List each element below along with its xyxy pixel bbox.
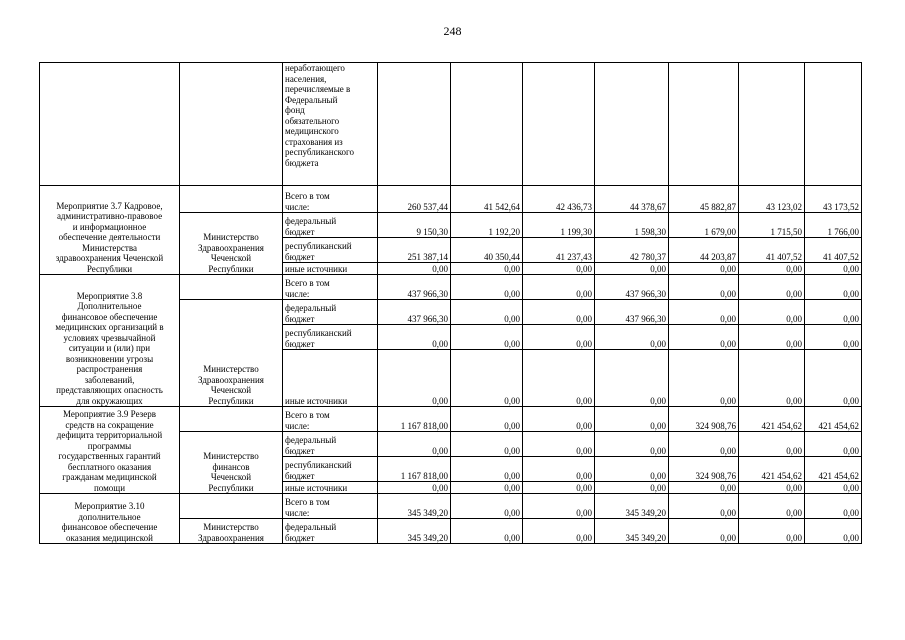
amount-cell: 0,00 <box>451 457 523 482</box>
funding-source-line: бюджет <box>285 313 315 324</box>
amount-cell: 437 966,30 <box>378 300 451 325</box>
executor-line: финансов <box>212 461 250 472</box>
event-name-line: для окружающих <box>76 395 143 406</box>
funding-source-cell <box>283 186 378 213</box>
amount-cell: 41 407,52 <box>805 238 862 263</box>
event-name-line: дефицита территориальной <box>56 430 163 440</box>
amount-cell: 421 454,62 <box>805 457 862 482</box>
amount-cell: 0,00 <box>523 494 595 519</box>
amount-cell: 0,00 <box>739 494 805 519</box>
amount-cell: 260 537,44 <box>378 186 451 213</box>
funding-source-line: Всего в том <box>285 410 330 420</box>
event-name-line: Республики <box>86 263 133 274</box>
event-name-line: и информационное <box>72 221 147 232</box>
empty-cell <box>180 63 283 186</box>
table-row <box>40 63 862 186</box>
funding-source-line: числе: <box>285 201 310 212</box>
empty-cell <box>180 275 283 300</box>
event-name-line: представляющих опасность <box>56 385 163 395</box>
amount-cell: 251 387,14 <box>378 238 451 263</box>
funding-source-line: республиканского <box>285 147 354 157</box>
amount-cell: 0,00 <box>451 482 523 494</box>
event-name-line: государственных гарантий <box>58 451 161 461</box>
funding-source-cell <box>283 407 378 432</box>
funding-source-cell <box>283 275 378 300</box>
amount-cell: 0,00 <box>523 325 595 350</box>
amount-cell: 345 349,20 <box>378 519 451 544</box>
event-name-line: здравоохранения Чеченской <box>55 253 164 263</box>
amount-cell: 0,00 <box>523 407 595 432</box>
funding-source-line: республиканский <box>285 241 352 251</box>
amount-cell: 0,00 <box>805 325 862 350</box>
amount-cell: 0,00 <box>669 494 739 519</box>
amount-cell: 0,00 <box>805 482 862 494</box>
event-name-line: медицинских организаций в <box>55 322 164 332</box>
amount-cell: 0,00 <box>451 325 523 350</box>
empty-cell <box>378 63 451 186</box>
table-row <box>40 186 862 213</box>
funding-source-line: обязательного <box>285 115 340 126</box>
executor-line: Министерство <box>203 364 259 374</box>
amount-cell: 0,00 <box>669 325 739 350</box>
amount-cell: 42 436,73 <box>523 186 595 213</box>
amount-cell: 0,00 <box>378 325 451 350</box>
event-name-line: оказания медицинской <box>66 532 153 543</box>
amount-cell: 0,00 <box>669 350 739 407</box>
amount-cell: 345 349,20 <box>595 519 669 544</box>
amount-cell: 437 966,30 <box>595 300 669 325</box>
amount-cell: 0,00 <box>739 300 805 325</box>
amount-cell: 0,00 <box>805 432 862 457</box>
budget-table <box>39 62 862 544</box>
funding-source-cell <box>283 238 378 263</box>
amount-cell: 0,00 <box>523 350 595 407</box>
amount-cell: 0,00 <box>378 432 451 457</box>
funding-source-cell <box>283 325 378 350</box>
table-row <box>40 407 862 432</box>
event-name-line: Дополнительное <box>77 301 142 311</box>
amount-cell: 0,00 <box>739 275 805 300</box>
event-name-line: бесплатного оказания <box>67 461 152 472</box>
table-row <box>40 494 862 519</box>
funding-source-line: бюджет <box>285 470 315 481</box>
amount-cell: 0,00 <box>595 457 669 482</box>
budget-table-body <box>40 63 862 544</box>
funding-source-line: числе: <box>285 288 310 299</box>
amount-cell: 421 454,62 <box>739 457 805 482</box>
executor-line: Министерство <box>203 451 259 461</box>
executor-line: Чеченской <box>210 472 252 482</box>
amount-cell: 1 167 818,00 <box>378 457 451 482</box>
funding-source-line: федеральный <box>285 522 337 532</box>
amount-cell: 0,00 <box>805 263 862 275</box>
event-name-line: средств на сокращение <box>65 419 154 430</box>
event-name-line: распространения <box>76 364 143 374</box>
amount-cell: 0,00 <box>451 494 523 519</box>
empty-cell <box>739 63 805 186</box>
funding-source-line: медицинского <box>285 126 339 136</box>
funding-source-line: населения, <box>285 73 327 84</box>
event-name-line: финансовое обеспечение <box>61 522 158 532</box>
funding-source-line: федеральный <box>285 216 337 226</box>
event-name-line: дополнительное <box>78 511 141 522</box>
amount-cell: 0,00 <box>669 263 739 275</box>
funding-source-line: бюджет <box>285 226 315 237</box>
amount-cell: 0,00 <box>523 432 595 457</box>
page-number: 248 <box>443 24 462 38</box>
funding-source-line: республиканский <box>285 328 352 338</box>
amount-cell: 41 237,43 <box>523 238 595 263</box>
amount-cell: 1 679,00 <box>669 213 739 238</box>
funding-source-line: федеральный <box>285 303 337 313</box>
funding-source-line: республиканский <box>285 460 352 470</box>
executor-cell <box>180 300 283 407</box>
funding-source-cell <box>283 494 378 519</box>
amount-cell: 0,00 <box>523 519 595 544</box>
amount-cell: 0,00 <box>451 275 523 300</box>
amount-cell: 0,00 <box>805 300 862 325</box>
amount-cell: 40 350,44 <box>451 238 523 263</box>
funding-source-cell <box>283 263 378 275</box>
executor-line: Министерство <box>203 232 259 242</box>
event-name-line: Мероприятие 3.10 <box>74 501 145 511</box>
amount-cell: 0,00 <box>523 263 595 275</box>
event-name-line: условиях чрезвычайной <box>63 332 156 343</box>
funding-source-line: страхования из <box>285 136 343 147</box>
executor-line: Министерство <box>203 522 259 532</box>
funding-source-line: бюджет <box>285 338 315 349</box>
amount-cell: 0,00 <box>595 325 669 350</box>
amount-cell: 0,00 <box>523 300 595 325</box>
amount-cell: 0,00 <box>451 407 523 432</box>
amount-cell: 0,00 <box>523 457 595 482</box>
amount-cell: 0,00 <box>669 519 739 544</box>
funding-source-cell <box>283 350 378 407</box>
funding-source-cell <box>283 482 378 494</box>
event-name-line: гражданам медицинской <box>62 472 157 482</box>
event-name-line: ситуации и (или) при <box>68 343 151 353</box>
executor-line: Здравоохранения <box>198 374 264 385</box>
funding-source-line: Всего в том <box>285 497 330 507</box>
empty-cell <box>180 186 283 213</box>
event-name-cell <box>40 494 180 544</box>
empty-cell <box>523 63 595 186</box>
event-name-line: Мероприятие 3.7 Кадровое, <box>56 200 163 211</box>
funding-source-line: иные источники <box>285 263 348 274</box>
amount-cell: 0,00 <box>378 482 451 494</box>
amount-cell: 43 173,52 <box>805 186 862 213</box>
funding-source-line: фонд <box>285 105 305 115</box>
amount-cell: 0,00 <box>739 519 805 544</box>
amount-cell: 0,00 <box>739 325 805 350</box>
executor-line: Здравоохранения <box>198 242 264 253</box>
executor-line: Чеченской <box>210 385 252 395</box>
amount-cell: 0,00 <box>451 519 523 544</box>
amount-cell: 0,00 <box>451 263 523 275</box>
executor-line: Здравоохранения <box>198 532 264 543</box>
amount-cell: 1 715,50 <box>739 213 805 238</box>
amount-cell: 0,00 <box>451 350 523 407</box>
funding-source-line: числе: <box>285 420 310 431</box>
amount-cell: 0,00 <box>805 494 862 519</box>
event-name-line: заболеваний, <box>84 374 135 385</box>
executor-line: Республики <box>208 482 254 493</box>
executor-cell <box>180 432 283 494</box>
amount-cell: 0,00 <box>595 407 669 432</box>
amount-cell: 41 407,52 <box>739 238 805 263</box>
amount-cell: 0,00 <box>451 300 523 325</box>
amount-cell: 0,00 <box>595 350 669 407</box>
executor-line: Республики <box>208 263 254 274</box>
amount-cell: 9 150,30 <box>378 213 451 238</box>
amount-cell: 41 542,64 <box>451 186 523 213</box>
amount-cell: 0,00 <box>739 432 805 457</box>
funding-source-line: иные источники <box>285 395 348 406</box>
amount-cell: 437 966,30 <box>595 275 669 300</box>
amount-cell: 0,00 <box>739 482 805 494</box>
amount-cell: 0,00 <box>378 350 451 407</box>
amount-cell: 1 199,30 <box>523 213 595 238</box>
event-name-line: Министерства <box>82 242 137 253</box>
amount-cell: 0,00 <box>451 432 523 457</box>
amount-cell: 0,00 <box>669 300 739 325</box>
executor-line: Чеченской <box>210 253 252 263</box>
amount-cell: 1 167 818,00 <box>378 407 451 432</box>
funding-source-line: бюджет <box>285 532 315 543</box>
funding-source-cell <box>283 300 378 325</box>
amount-cell: 324 908,76 <box>669 457 739 482</box>
empty-cell <box>40 63 180 186</box>
event-name-line: финансовое обеспечение <box>61 311 158 322</box>
executor-cell <box>180 213 283 275</box>
funding-source-line: бюджет <box>285 251 315 262</box>
amount-cell: 345 349,20 <box>595 494 669 519</box>
event-name-cell <box>40 275 180 407</box>
empty-cell <box>451 63 523 186</box>
amount-cell: 0,00 <box>739 350 805 407</box>
amount-cell: 0,00 <box>739 263 805 275</box>
amount-cell: 0,00 <box>805 519 862 544</box>
funding-source-cell <box>283 457 378 482</box>
event-name-cell <box>40 407 180 494</box>
event-name-line: административно-правовое <box>56 211 163 221</box>
funding-source-line: неработающего <box>285 63 345 73</box>
empty-cell <box>805 63 862 186</box>
executor-line: Республики <box>208 395 254 406</box>
funding-source-cell <box>283 519 378 544</box>
event-name-line: возникновении угрозы <box>65 353 154 364</box>
empty-cell <box>595 63 669 186</box>
amount-cell: 0,00 <box>523 275 595 300</box>
funding-source-line: перечисляемые в <box>285 84 351 94</box>
funding-source-line: Федеральный <box>285 94 338 105</box>
amount-cell: 42 780,37 <box>595 238 669 263</box>
empty-cell <box>180 407 283 432</box>
event-name-line: программы <box>87 440 132 451</box>
funding-source-line: иные источники <box>285 482 348 493</box>
funding-source-line: бюджет <box>285 445 315 456</box>
funding-source-cell <box>283 63 378 186</box>
amount-cell: 421 454,62 <box>739 407 805 432</box>
amount-cell: 345 349,20 <box>378 494 451 519</box>
amount-cell: 1 598,30 <box>595 213 669 238</box>
amount-cell: 44 378,67 <box>595 186 669 213</box>
amount-cell: 1 766,00 <box>805 213 862 238</box>
amount-cell: 0,00 <box>523 482 595 494</box>
amount-cell: 0,00 <box>669 275 739 300</box>
event-name-line: Мероприятие 3.9 Резерв <box>63 409 156 419</box>
funding-source-line: числе: <box>285 507 310 518</box>
empty-cell <box>180 494 283 519</box>
amount-cell: 0,00 <box>669 432 739 457</box>
amount-cell: 421 454,62 <box>805 407 862 432</box>
event-name-line: Мероприятие 3.8 <box>76 290 143 301</box>
amount-cell: 324 908,76 <box>669 407 739 432</box>
amount-cell: 0,00 <box>595 432 669 457</box>
amount-cell: 437 966,30 <box>378 275 451 300</box>
amount-cell: 0,00 <box>805 350 862 407</box>
amount-cell: 45 882,87 <box>669 186 739 213</box>
event-name-line: помощи <box>93 482 126 493</box>
funding-source-line: Всего в том <box>285 278 330 288</box>
amount-cell: 1 192,20 <box>451 213 523 238</box>
table-row <box>40 275 862 300</box>
amount-cell: 43 123,02 <box>739 186 805 213</box>
amount-cell: 0,00 <box>378 263 451 275</box>
amount-cell: 0,00 <box>805 275 862 300</box>
funding-source-line: Всего в том <box>285 191 330 201</box>
funding-source-cell <box>283 213 378 238</box>
amount-cell: 0,00 <box>595 263 669 275</box>
empty-cell <box>669 63 739 186</box>
funding-source-line: бюджета <box>285 157 319 168</box>
amount-cell: 44 203,87 <box>669 238 739 263</box>
funding-source-line: федеральный <box>285 435 337 445</box>
event-name-cell <box>40 186 180 275</box>
executor-cell <box>180 519 283 544</box>
amount-cell: 0,00 <box>669 482 739 494</box>
funding-source-cell <box>283 432 378 457</box>
amount-cell: 0,00 <box>595 482 669 494</box>
event-name-line: обеспечение деятельности <box>58 232 161 242</box>
